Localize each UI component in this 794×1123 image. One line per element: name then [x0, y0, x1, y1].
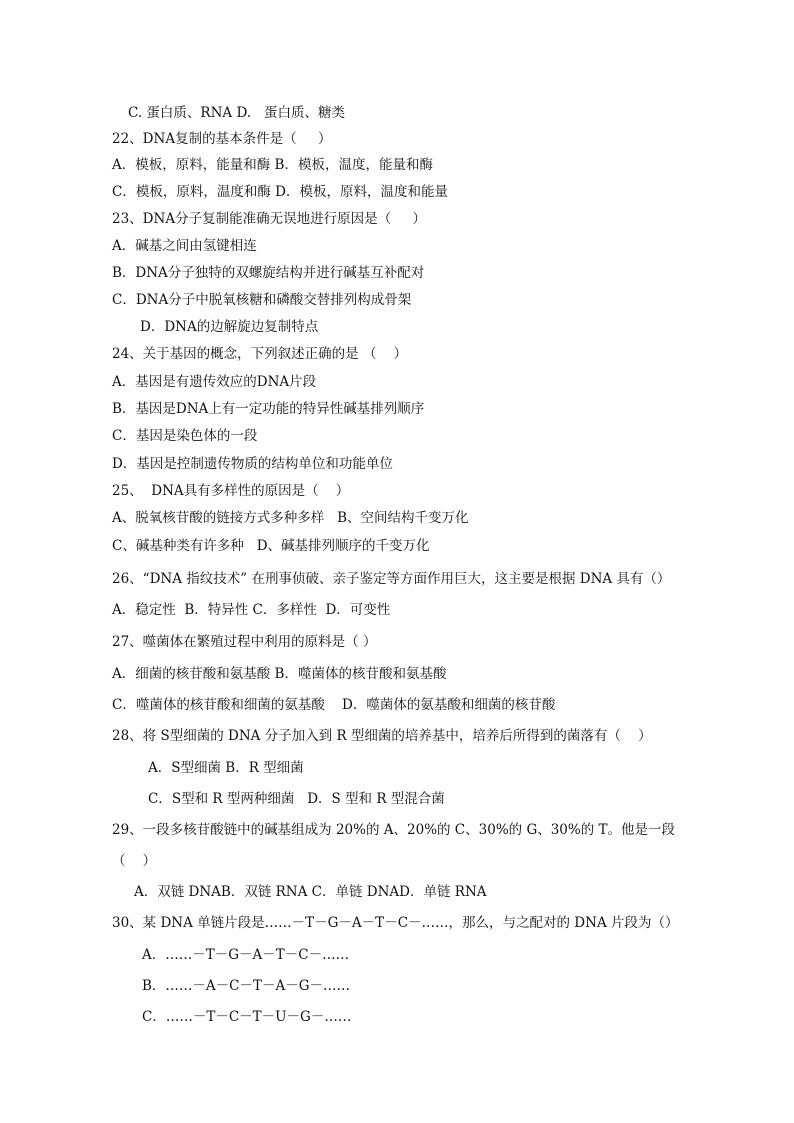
- option-line-22-cd: C．模板，原料，温度和酶 D．模板，原料，温度和能量: [112, 184, 448, 200]
- question-30: 30、某 DNA 单链片段是……－T－G－A－T－C－……，那么，与之配对的 DNA 片段为（）: [112, 915, 679, 931]
- option-30-c: C．……－T－C－T－U－G－……: [142, 1009, 352, 1025]
- question-23: 23、DNA分子复制能准确无误地进行原因是（ ）: [112, 211, 427, 227]
- question-22: 22、DNA复制的基本条件是（ ）: [112, 131, 332, 147]
- option-line-25-cd: C、碱基种类有许多种 D、碱基排列顺序的千变万化: [112, 538, 430, 554]
- option-24-b: B．基因是DNA上有一定功能的特异性碱基排列顺序: [112, 401, 425, 417]
- option-line-22-ab: A．模板，原料，能量和酶 B．模板，温度，能量和酶: [112, 157, 433, 173]
- question-25: 25、 DNA具有多样性的原因是（ ）: [112, 483, 350, 499]
- option-30-b: B．……－A－C－T－A－G－……: [142, 978, 351, 994]
- question-26: 26、“DNA 指纹技术” 在刑事侦破、亲子鉴定等方面作用巨大，这主要是根据 DNA 具有（）: [112, 571, 671, 587]
- option-24-a: A．基因是有遗传效应的DNA片段: [112, 374, 317, 390]
- option-line-27-cd: C．噬菌体的核苷酸和细菌的氨基酸 D．噬菌体的氨基酸和细菌的核苷酸: [112, 697, 556, 713]
- question-27: 27、噬菌体在繁殖过程中利用的原料是（ ）: [112, 634, 377, 650]
- question-24: 24、关于基因的概念，下列叙述正确的是 （ ）: [112, 346, 408, 362]
- option-23-b: B．DNA分子独特的双螺旋结构并进行碱基互补配对: [112, 265, 425, 281]
- option-line-21-cd: C. 蛋白质、RNA D. 蛋白质、糖类: [128, 105, 345, 121]
- option-line-26: A．稳定性 B．特异性 C．多样性 D．可变性: [112, 602, 391, 618]
- question-28: 28、将 S型细菌的 DNA 分子加入到 R 型细菌的培养基中，培养后所得到的菌落有（ ）: [112, 728, 652, 744]
- question-29: 29、一段多核苷酸链中的碱基组成为 20%的 A、20%的 C、30%的 G、30%的 T。他是一段: [112, 822, 676, 838]
- option-24-c: C．基因是染色体的一段: [112, 428, 258, 444]
- option-23-a: A．碱基之间由氢键相连: [112, 238, 257, 254]
- option-line-28-cd: C．S型和 R 型两种细菌 D．S 型和 R 型混合菌: [148, 791, 445, 807]
- option-line-25-ab: A、脱氧核苷酸的链接方式多种多样 B、空间结构千变万化: [112, 510, 469, 526]
- option-24-d: D．基因是控制遗传物质的结构单位和功能单位: [112, 456, 393, 472]
- option-line-29: A．双链 DNAB．双链 RNA C．单链 DNAD．单链 RNA: [134, 884, 487, 900]
- option-line-28-ab: A．S型细菌 B．R 型细菌: [148, 760, 304, 776]
- option-23-d: D．DNA的边解旋边复制特点: [140, 319, 319, 335]
- option-line-27-ab: A．细菌的核苷酸和氨基酸 B．噬菌体的核苷酸和氨基酸: [112, 666, 447, 682]
- option-23-c: C．DNA分子中脱氧核糖和磷酸交替排列构成骨架: [112, 292, 412, 308]
- option-30-a: A．……－T－G－A－T－C－……: [142, 947, 350, 963]
- question-29-blank: （ ）: [112, 853, 157, 869]
